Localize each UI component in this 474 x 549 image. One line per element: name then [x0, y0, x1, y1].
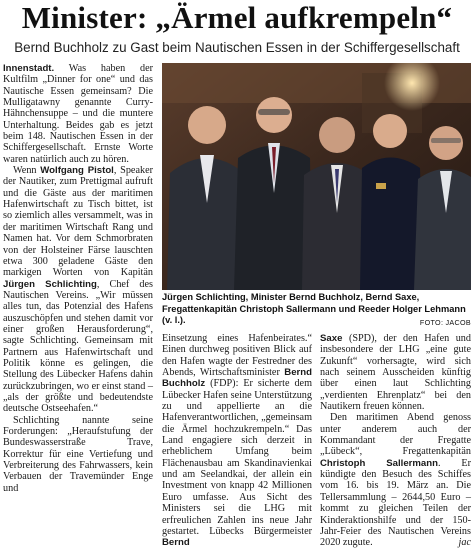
name-bernd-buchholz: Bernd Buchholz — [162, 367, 312, 390]
name-juergen-schlichting: Jürgen Schlichting — [3, 278, 97, 290]
caption-text: Jürgen Schlichting, Minister Bernd Buchholz, Bernd Saxe, Fregattenkapitän Christoph Sallermann und Reeder Holger Lehmann (v. l.). — [162, 292, 466, 325]
body-text: , Speaker der Nautiker, zum Prettigmal aufruft und die Gäste aus der maritimen Hafenwirtschaft zu Tisch bittet, ist so ziemlich alles versammelt, was in der maritimen Wirtschaft Rang und Namen hat. Vor dem Schmorbraten von der Holsteiner Färse lauschten etwa 300 geladene Gäste den markigen Worten von Kapitän — [3, 165, 153, 279]
body-text: (SPD), der den Hafen und insbesondere der LHG „eine gute Zukunft“ vorhersagte, wird sich nach seinem Ausscheiden künftig über einen laut Schlichting „verdienten Ehrenplatz“ bei den Nautikern freuen können. — [320, 333, 471, 413]
photo-caption — [162, 292, 471, 329]
body-text: Schlichting nannte seine Forderungen: „Heraufstufung der Bundeswasserstraße Trave, Korrektur für eine Vertiefung und Verbreiterung des Fahrwassers, kein Verbauen der Travemünder Enge und — [3, 414, 153, 494]
article-column-3 — [320, 333, 471, 549]
article-column-2 — [162, 333, 312, 549]
body-text: (FDP): Er sicherte dem Lübecker Hafen seine Unterstützung zu und appellierte an die Hafenverantwortlichen, „gemeinsam die Ärmel hochzukrempeln.“ Das Land engagiere sich derzeit in erheblichem Umfang beim Flächenausbau am Skandinavienkai und am Seelandkai, der allein ein Investment von knapp 42 Millionen Euro umfasse. Aus Sicht des Ministers sei die LHG mit erfreulichen Zahlen ins neue Jahr gestartet. Lübecks Bürgermeister — [162, 378, 312, 537]
name-christoph-sallermann: Christoph Sallermann — [320, 457, 438, 469]
name-bernd: Bernd — [162, 537, 190, 549]
name-wolfgang-pistol: Wolfgang Pistol — [40, 165, 114, 177]
headline: Minister: „Ärmel aufkrempeln“ — [21, 0, 453, 35]
intro-text: Was haben der Kultfilm „Dinner for one“ und das Nautische Essen gemeinsam? Die Mulligatawny genannte Curry-Hähnchensuppe – und die muntere Unterhaltung. Beides gab es jetzt beim 148. Nautischen Essen in der Schiffergesellschaft. Ernste Worte waren natürlich auch zu hören. — [3, 63, 153, 165]
name-saxe: Saxe — [320, 333, 343, 344]
body-text: Einsetzung eines Hafenbeirates.“ Einen durchweg positiven Blick auf den Hafen wagte der Festredner des Abends, Wirtschaftsminister — [162, 333, 312, 379]
body-text: . Er kündigte den Besuch des Schiffes vom 16. bis 19. März an. Die Tellersammlung – 2644,50 Euro – kommt zu gleichen Teilen der Kinderaktionshilfe und der 150-Jahr-Feier des Nautischen Vereins 2020 zugute. — [320, 457, 471, 549]
photo-credit: FOTO: JACOB — [419, 318, 471, 327]
body-text: Den maritimen Abend genoss unter anderem auch der Kommandant der Fregatte „Lübeck“, Fregattenkapitän — [320, 412, 471, 458]
article-column-1 — [3, 63, 153, 494]
group-photo — [162, 63, 471, 290]
subheadline: Bernd Buchholz zu Gast beim Nautischen Essen in der Schiffergesellschaft — [14, 40, 460, 55]
body-text: , Chef des Nautischen Vereins. „Wir müssen alles tun, das Potenzial des Hafens auszuschöpfen und stehen damit vor einer großen Herausforderung“, sagte Schlichting. Gemeinsam mit Partnern aus Hafenwirtschaft und Politik könne es gelingen, die Stellung des Lübecker Hafens dahin zurückzubringen, wo er einst stand – „als der größte und bedeutendste deutsche Ostseehafen.“ — [3, 278, 153, 415]
body-text: Wenn — [13, 165, 41, 177]
author-signature: jac — [458, 537, 471, 549]
dateline: Innenstadt. — [3, 63, 55, 74]
